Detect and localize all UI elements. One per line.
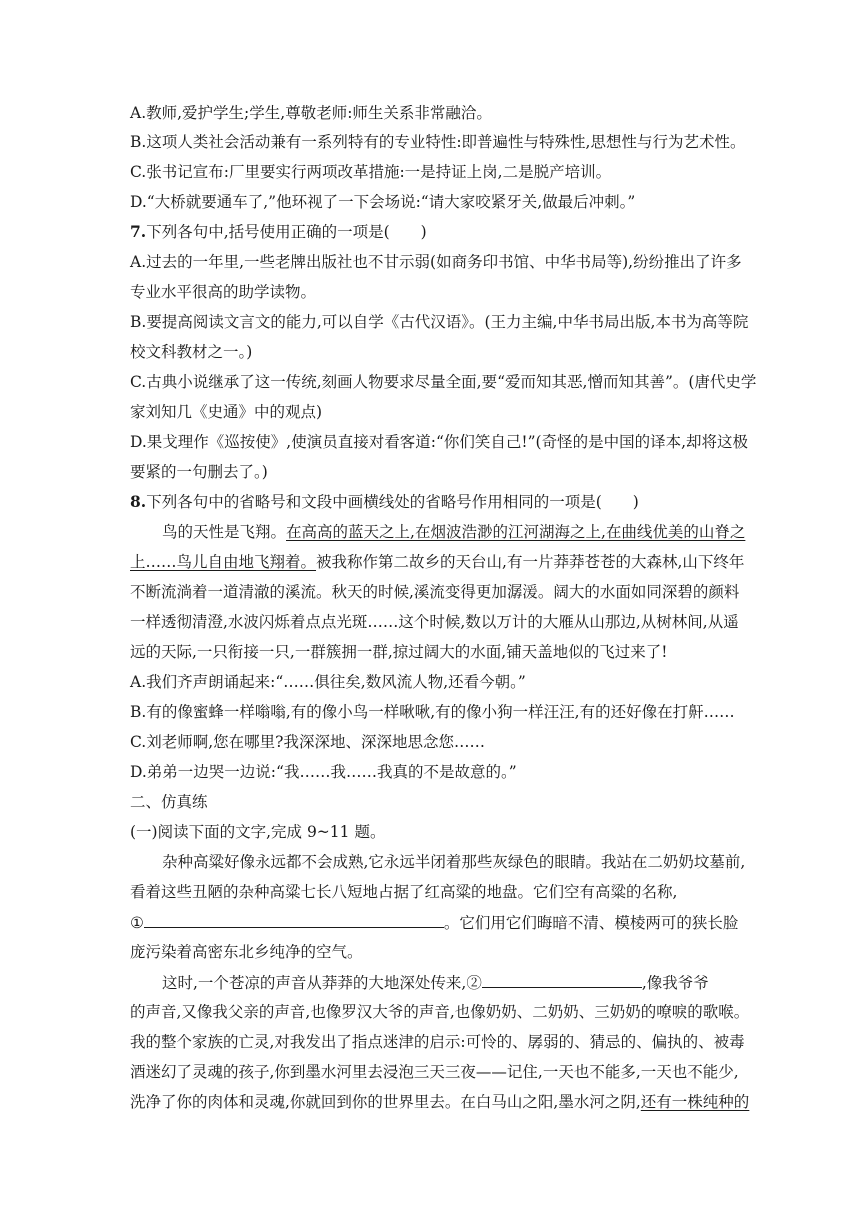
reading-para1-after-blank: 。它们用它们晦暗不清、模棱两可的狭长脸 <box>443 914 739 932</box>
q8-passage-line1 <box>162 521 762 543</box>
q7-option-a-line2: 专业水平很高的助学读物。 <box>130 283 317 301</box>
q8-option-c: C.刘老师啊,您在哪里?我深深地、深深地思念您…… <box>130 733 485 751</box>
q6-option-c: C.张书记宣布:厂里要实行两项改革措施:一是持证上岗,二是脱产培训。 <box>130 163 612 181</box>
reading-para2-line1 <box>162 971 762 993</box>
reading-para2-line5 <box>130 1091 750 1113</box>
blank-2-line <box>482 971 642 988</box>
q8-passage-line5: 远的天际,一只衔接一只,一群簇拥一群,掠过阔大的水面,铺天盖地似的飞过来了! <box>130 643 668 661</box>
q8-option-a: A.我们齐声朗诵起来:“……俱往矣,数风流人物,还看今朝。” <box>130 673 526 691</box>
reading-para2-line5-underlined: 还有一株纯种的 <box>640 1093 750 1111</box>
reading-para1-line1: 杂种高粱好像永远都不会成熟,它永远半闭着那些灰绿色的眼睛。我站在二奶奶坟墓前, <box>162 853 746 871</box>
q7-option-b-line1: B.要提高阅读文言文的能力,可以自学《古代汉语》。(王力主编,中华书局出版,本书为高等院 <box>130 313 749 331</box>
reading-para1-line3 <box>130 911 739 933</box>
q7-option-d-line2: 要紧的一句删去了。) <box>130 463 268 481</box>
q8-passage-line2 <box>130 551 745 573</box>
reading-para2-after-blank: ,像我爷爷 <box>641 974 709 992</box>
q6-option-d: D.“大桥就要通车了,”他环视了一下会场说:“请大家咬紧牙关,做最后冲刺。” <box>130 193 636 211</box>
reading-para2-line3: 我的整个家族的亡灵,对我发出了指点迷津的启示:可怜的、孱弱的、猜忌的、偏执的、被毒 <box>130 1033 745 1051</box>
q8-passage-line3: 不断流淌着一道清澈的溪流。秋天的时候,溪流变得更加潺湲。阔大的水面如同深碧的颜料 <box>130 583 740 601</box>
q7-stem <box>130 221 730 243</box>
q7-option-b-line2: 校文科教材之一。) <box>130 343 253 361</box>
blank-2-label: ② <box>466 974 482 992</box>
q7-option-d-line1: D.果戈理作《巡按使》,使演员直接对看客道:“你们笑自己!”(奇怪的是中国的译本,却将这极 <box>130 433 749 451</box>
reading-para1-line4: 庞污染着高密东北乡纯净的空气。 <box>130 943 363 961</box>
q8-stem <box>130 491 730 513</box>
section-subtitle: (一)阅读下面的文字,完成 9~11 题。 <box>130 823 386 841</box>
blank-1-line <box>144 911 444 928</box>
q8-number: 8. <box>130 492 147 511</box>
section-title: 二、仿真练 <box>130 793 208 811</box>
q7-option-c-line2: 家刘知几《史通》中的观点) <box>130 403 323 421</box>
q7-stem-text: 下列各句中,括号使用正确的一项是( ) <box>146 223 427 241</box>
reading-para2-before-blank: 这时,一个苍凉的声音从莽莽的大地深处传来, <box>162 974 467 992</box>
q8-passage-underlined-end: 上……鸟儿自由地飞翔着。 <box>130 553 317 571</box>
q8-option-d: D.弟弟一边哭一边说:“我……我……我真的不是故意的。” <box>130 763 517 781</box>
q7-option-a-line1: A.过去的一年里,一些老牌出版社也不甘示弱(如商务印书馆、中华书局等),纷纷推出了许多 <box>130 253 742 271</box>
q8-passage-plain: 鸟的天性是飞翔。 <box>162 523 287 541</box>
q8-option-b: B.有的像蜜蜂一样嗡嗡,有的像小鸟一样啾啾,有的像小狗一样汪汪,有的还好像在打鼾…… <box>130 703 735 721</box>
q8-stem-text: 下列各句中的省略号和文段中画横线处的省略号作用相同的一项是( ) <box>146 493 639 511</box>
reading-para2-line4: 酒迷幻了灵魂的孩子,你到墨水河里去浸泡三天三夜——记住,一天也不能多,一天也不能少, <box>130 1063 739 1081</box>
q8-passage-plain-2: 被我称作第二故乡的天台山,有一片莽莽苍苍的大森林,山下终年 <box>316 553 745 571</box>
q8-passage-underlined: 在高高的蓝天之上,在烟波浩渺的江河湖海之上,在曲线优美的山脊之 <box>286 523 746 541</box>
q6-option-a: A.教师,爱护学生;学生,尊敬老师:师生关系非常融洽。 <box>130 104 492 122</box>
reading-para2-line5-plain: 洗净了你的肉体和灵魂,你就回到你的世界里去。在白马山之阳,墨水河之阴, <box>130 1093 641 1111</box>
q7-option-c-line1: C.古典小说继承了这一传统,刻画人物要求尽量全面,要“爱而知其恶,憎而知其善”。(唐代史学 <box>130 373 757 391</box>
q8-passage-line4: 一样透彻清澄,水波闪烁着点点光斑……这个时候,数以万计的大雁从山那边,从树林间,从遥 <box>130 613 739 631</box>
q7-number: 7. <box>130 222 147 241</box>
reading-para2-line2: 的声音,又像我父亲的声音,也像罗汉大爷的声音,也像奶奶、二奶奶、三奶奶的嘹唳的歌喉。 <box>130 1003 750 1021</box>
blank-1-label: ① <box>130 914 144 932</box>
reading-para1-line2: 看着这些丑陋的杂种高粱七长八短地占据了红高粱的地盘。它们空有高粱的名称, <box>130 883 678 901</box>
q6-option-b: B.这项人类社会活动兼有一系列特有的专业特性:即普遍性与特殊性,思想性与行为艺术性。 <box>130 133 746 151</box>
